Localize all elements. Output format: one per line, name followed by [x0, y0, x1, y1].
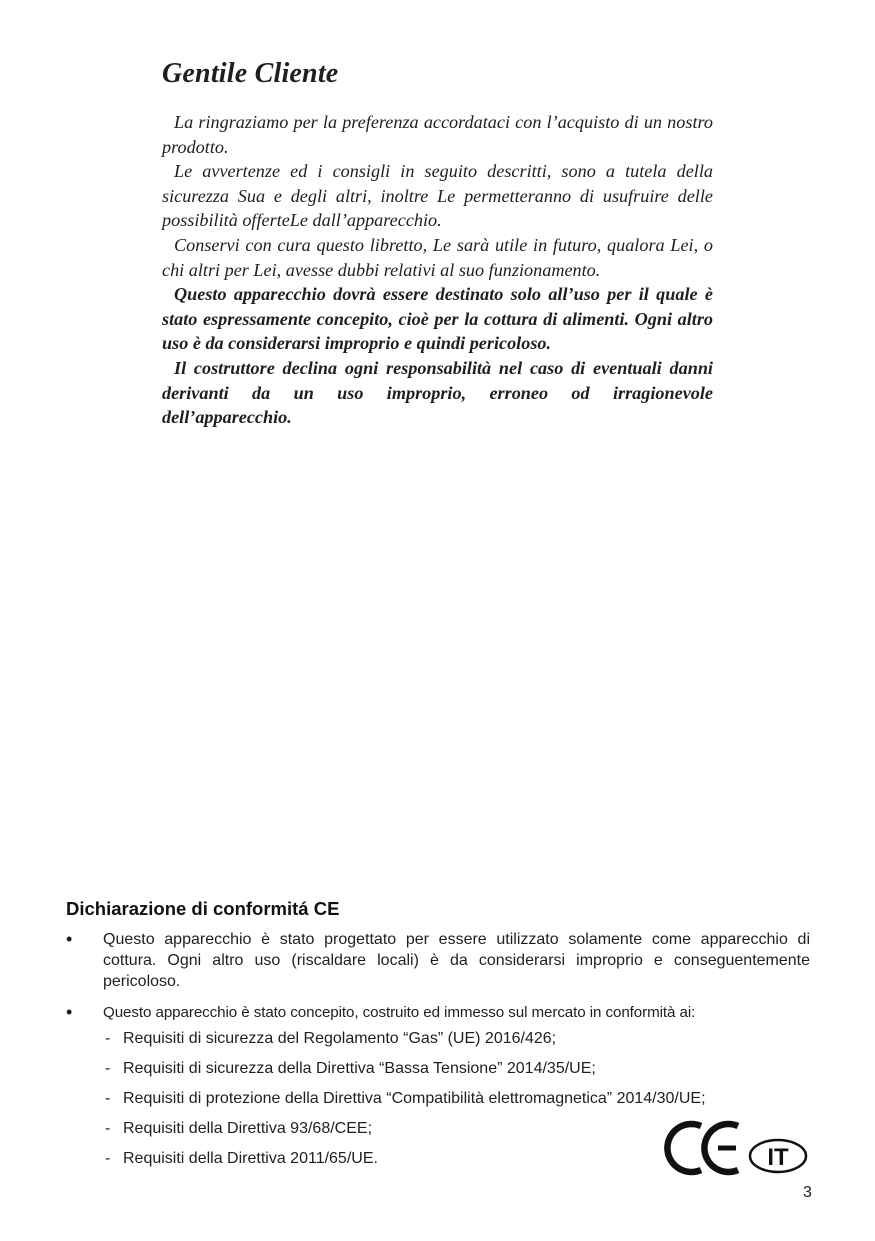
country-code-badge: [750, 1140, 806, 1172]
list-item: [66, 1059, 810, 1079]
intro-paragraph: Le avvertenze ed i consigli in seguito descritti, sono a tutela della sicurezza Sua e degli altri, inoltre Le permetteranno di usufruire delle possibilità offerteLe dall’apparecchio.: [162, 161, 713, 231]
requirement-text: Requisiti della Direttiva 2011/65/UE.: [123, 1150, 378, 1167]
page-title: Gentile Cliente: [162, 58, 339, 89]
bullet-item: [66, 1002, 810, 1023]
dash-icon: -: [105, 1120, 111, 1137]
page-number: 3: [803, 1184, 812, 1201]
bullet-text: Questo apparecchio è stato progettato per essere utilizzato solamente come apparecchio di cottura. Ogni altro uso (riscaldare locali) è da considerarsi improprio e conseguentemente pericoloso.: [103, 931, 810, 990]
requirement-text: Requisiti di protezione della Direttiva “Compatibilità elettromagnetica” 2014/30/UE;: [123, 1090, 706, 1107]
conformity-marks: [662, 1120, 812, 1176]
country-code-text: IT: [767, 1144, 789, 1171]
dash-icon: -: [105, 1090, 111, 1107]
dash-icon: -: [105, 1030, 111, 1047]
liability-paragraph: Il costruttore declina ogni responsabilità nel caso di eventuali danni derivanti da un uso improprio, erroneo od irragionevole dell’apparecchio.: [162, 357, 713, 428]
requirement-text: Requisiti della Direttiva 93/68/CEE;: [123, 1120, 373, 1137]
dash-icon: -: [105, 1150, 111, 1167]
requirement-text: Requisiti di sicurezza del Regolamento “Gas” (UE) 2016/426;: [123, 1030, 557, 1047]
dash-icon: -: [105, 1060, 111, 1077]
bullet-text: Questo apparecchio è stato concepito, costruito ed immesso sul mercato in conformità ai:: [103, 1004, 696, 1021]
bullet-icon: •: [66, 1002, 73, 1022]
usage-warning-paragraph: Questo apparecchio dovrà essere destinato solo all’uso per il quale è stato espressamente concepito, cioè per la cottura di alimenti. Ogni altro uso è da considerarsi improprio e quindi pericoloso.: [162, 284, 713, 354]
intro-paragraph: La ringraziamo per la preferenza accordataci con l’acquisto di un nostro prodotto.: [162, 112, 713, 157]
requirement-text: Requisiti di sicurezza della Direttiva “Bassa Tensione” 2014/35/UE;: [123, 1060, 596, 1077]
ce-mark-icon: [667, 1124, 738, 1172]
section-heading: Dichiarazione di conformitá CE: [66, 898, 340, 919]
bullet-icon: •: [66, 929, 73, 949]
list-item: [66, 1029, 810, 1049]
intro-section: [162, 58, 713, 430]
list-item: [66, 1089, 810, 1109]
bullet-item: [66, 929, 810, 992]
intro-paragraph: Conservi con cura questo libretto, Le sarà utile in futuro, qualora Lei, o chi altri per Lei, avesse dubbi relativi al suo funzionamento.: [162, 234, 713, 280]
